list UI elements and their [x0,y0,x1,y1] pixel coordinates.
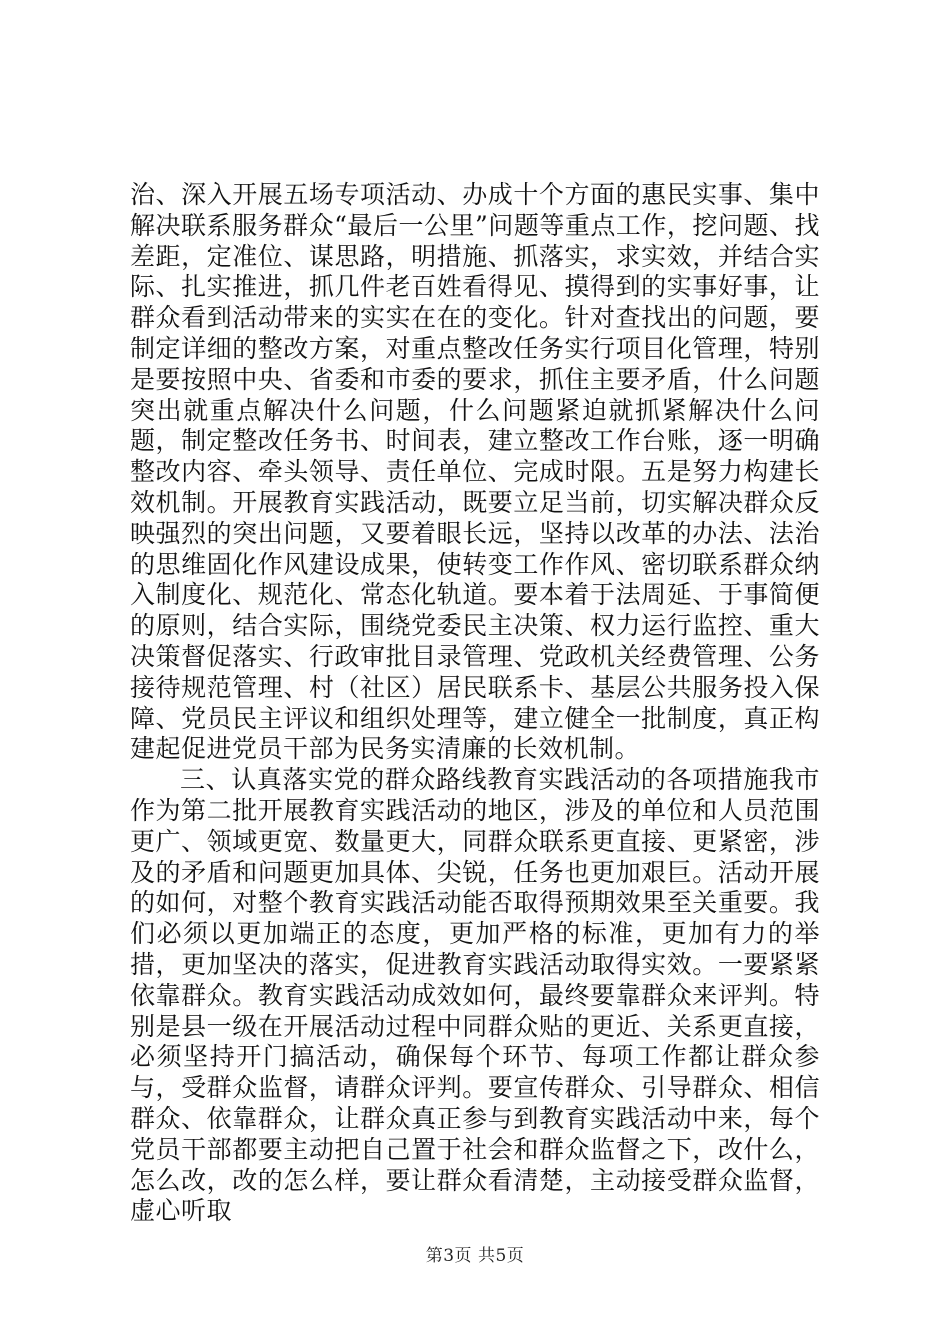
paragraph-continued: 治、深入开展五场专项活动、办成十个方面的惠民实事、集中解决联系服务群众“最后一公里”问题等重点工作，挖问题、找差距，定准位、谋思路，明措施、抓落实，求实效，并结合实际、扎实推进，抓几件老百姓看得见、摸得到的实事好事，让群众看到活动带来的实实在在的变化。针对查找出的问题，要制定详细的整改方案，对重点整改任务实行项目化管理，特别是要按照中央、省委和市委的要求，抓住主要矛盾，什么问题突出就重点解决什么问题，什么问题紧迫就抓紧解决什么问题，制定整改任务书、时间表，建立整改工作台账，逐一明确整改内容、牵头领导、责任单位、完成时限。五是努力构建长效机制。开展教育实践活动，既要立足当前，切实解决群众反映强烈的突出问题，又要着眼长远，坚持以改革的办法、法治的思维固化作风建设成果，使转变工作作风、密切联系群众纳入制度化、规范化、常态化轨道。要本着于法周延、于事简便的原则，结合实际，围绕党委民主决策、权力运行监控、重大决策督促落实、行政审批目录管理、党政机关经费管理、公务接待规范管理、村（社区）居民联系卡、基层公共服务投入保障、党员民主评议和组织处理等，建立健全一批制度，真正构建起促进党员干部为民务实清廉的长效机制。 [130,180,820,764]
document-body [130,180,820,1227]
page-footer: 第3页 共5页 [425,1246,525,1266]
paragraph-section-three: 三、认真落实党的群众路线教育实践活动的各项措施我市作为第二批开展教育实践活动的地区，涉及的单位和人员范围更广、领域更宽、数量更大，同群众联系更直接、更紧密，涉及的矛盾和问题更加具体、尖锐，任务也更加艰巨。活动开展的如何，对整个教育实践活动能否取得预期效果至关重要。我们必须以更加端正的态度，更加严格的标准，更加有力的举措，更加坚决的落实，促进教育实践活动取得实效。一要紧紧依靠群众。教育实践活动成效如何，最终要靠群众来评判。特别是县一级在开展活动过程中同群众贴的更近、关系更直接，必须坚持开门搞活动，确保每个环节、每项工作都让群众参与，受群众监督，请群众评判。要宣传群众、引导群众、相信群众、依靠群众，让群众真正参与到教育实践活动中来，每个党员干部都要主动把自己置于社会和群众监督之下，改什么，怎么改，改的怎么样，要让群众看清楚，主动接受群众监督，虚心听取 [130,765,820,1226]
